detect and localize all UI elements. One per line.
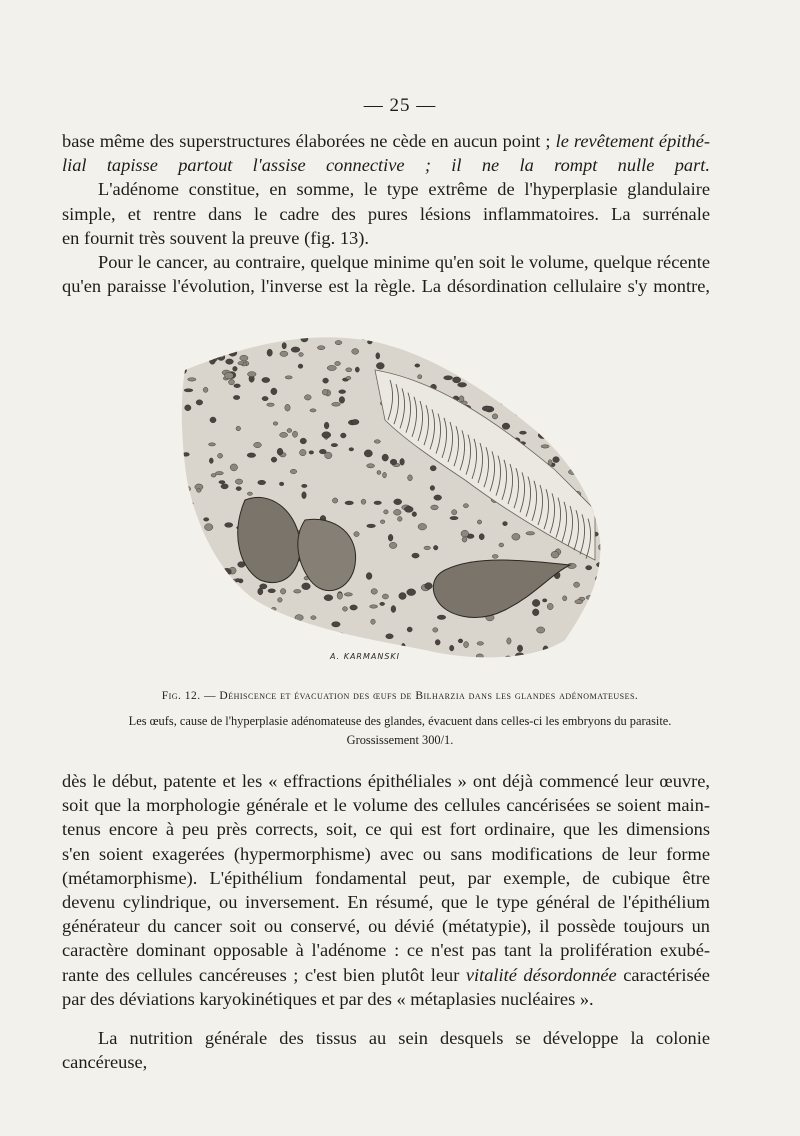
text-line: par des déviations karyokinétiques et par des « métaplasies nucléaires ».: [62, 988, 594, 1009]
italic-phrase: vitalité désordonnée: [465, 964, 617, 985]
engraving-figure: [175, 310, 605, 670]
italic-phrase: lial tapisse partout l'assise connective ; il ne la rompt nulle part.: [62, 155, 710, 176]
caption-line: Les œufs, cause de l'hyperplasie adénomateuse des glandes, évacuent dans celles-ci les embryons du parasite.: [128, 714, 672, 728]
paragraph-1: [62, 129, 710, 298]
text-line: rante des cellules cancéreuses ; c'est bien plutôt leur vitalité désordonnée caractérisée: [62, 964, 710, 985]
text-line: générateur du cancer soit ou conservé, ou dévié (métatypie), il possède toujours un: [62, 916, 710, 937]
text-line: dès le début, patente et les « effractions épithéliales » ont déjà commencé leur œuvre,: [62, 771, 710, 791]
text-line: base même des superstructures élaborées ne cède en aucun point ; le revêtement épithé-: [62, 131, 710, 151]
text-line: qu'en paraisse l'évolution, l'inverse est la règle. La désordination cellulaire s'y montre,: [62, 276, 710, 297]
text-line: La nutrition générale des tissus au sein desquels se développe la colonie cancéreuse,: [62, 1028, 710, 1073]
page-number: — 25 —: [363, 95, 437, 116]
text-line: tenus encore à peu près corrects, soit, ce qui est fort ordinaire, que les dimensions: [62, 819, 710, 840]
text-line: (métamorphisme). L'épithélium fondamental peut, par exemple, de cubique être: [62, 867, 710, 888]
figure-caption-title: Fig. 12. — Déhiscence et évacuation des œufs de Bilharzia dans les glandes adénomateuses.: [161, 690, 639, 702]
text-line: en fournit très souvent la preuve (fig. 13).: [62, 227, 369, 248]
text-line: L'adénome constitue, en somme, le type extrême de l'hyperplasie glandulaire: [98, 179, 710, 200]
figure-caption: [0, 712, 800, 750]
text-line: s'en soient exagerées (hypermorphisme) avec ou sans modifications de leur forme: [62, 843, 710, 864]
text-line: soit que la morphologie générale et le volume des cellules cancérisées se soient main-: [62, 795, 710, 816]
artist-signature: A. KARMANSKI: [330, 652, 401, 661]
paragraph-2: [62, 769, 710, 1011]
histology-illustration: [175, 310, 605, 670]
text-line: Pour le cancer, au contraire, quelque minime qu'en soit le volume, quelque récente: [98, 252, 710, 273]
paragraph-3: [62, 1026, 710, 1074]
text-line: [62, 153, 710, 177]
text-line: caractère dominant opposable à l'adénome : ce n'est pas tant la prolifération exubé-: [62, 940, 710, 961]
text-line: simple, et rentre dans le cadre des pures lésions inflammatoires. La surrénale: [62, 203, 710, 224]
text-line: devenu cylindrique, ou inversement. En résumé, que le type général de l'épithélium: [62, 892, 710, 913]
caption-magnification: Grossissement 300/1.: [346, 733, 454, 747]
